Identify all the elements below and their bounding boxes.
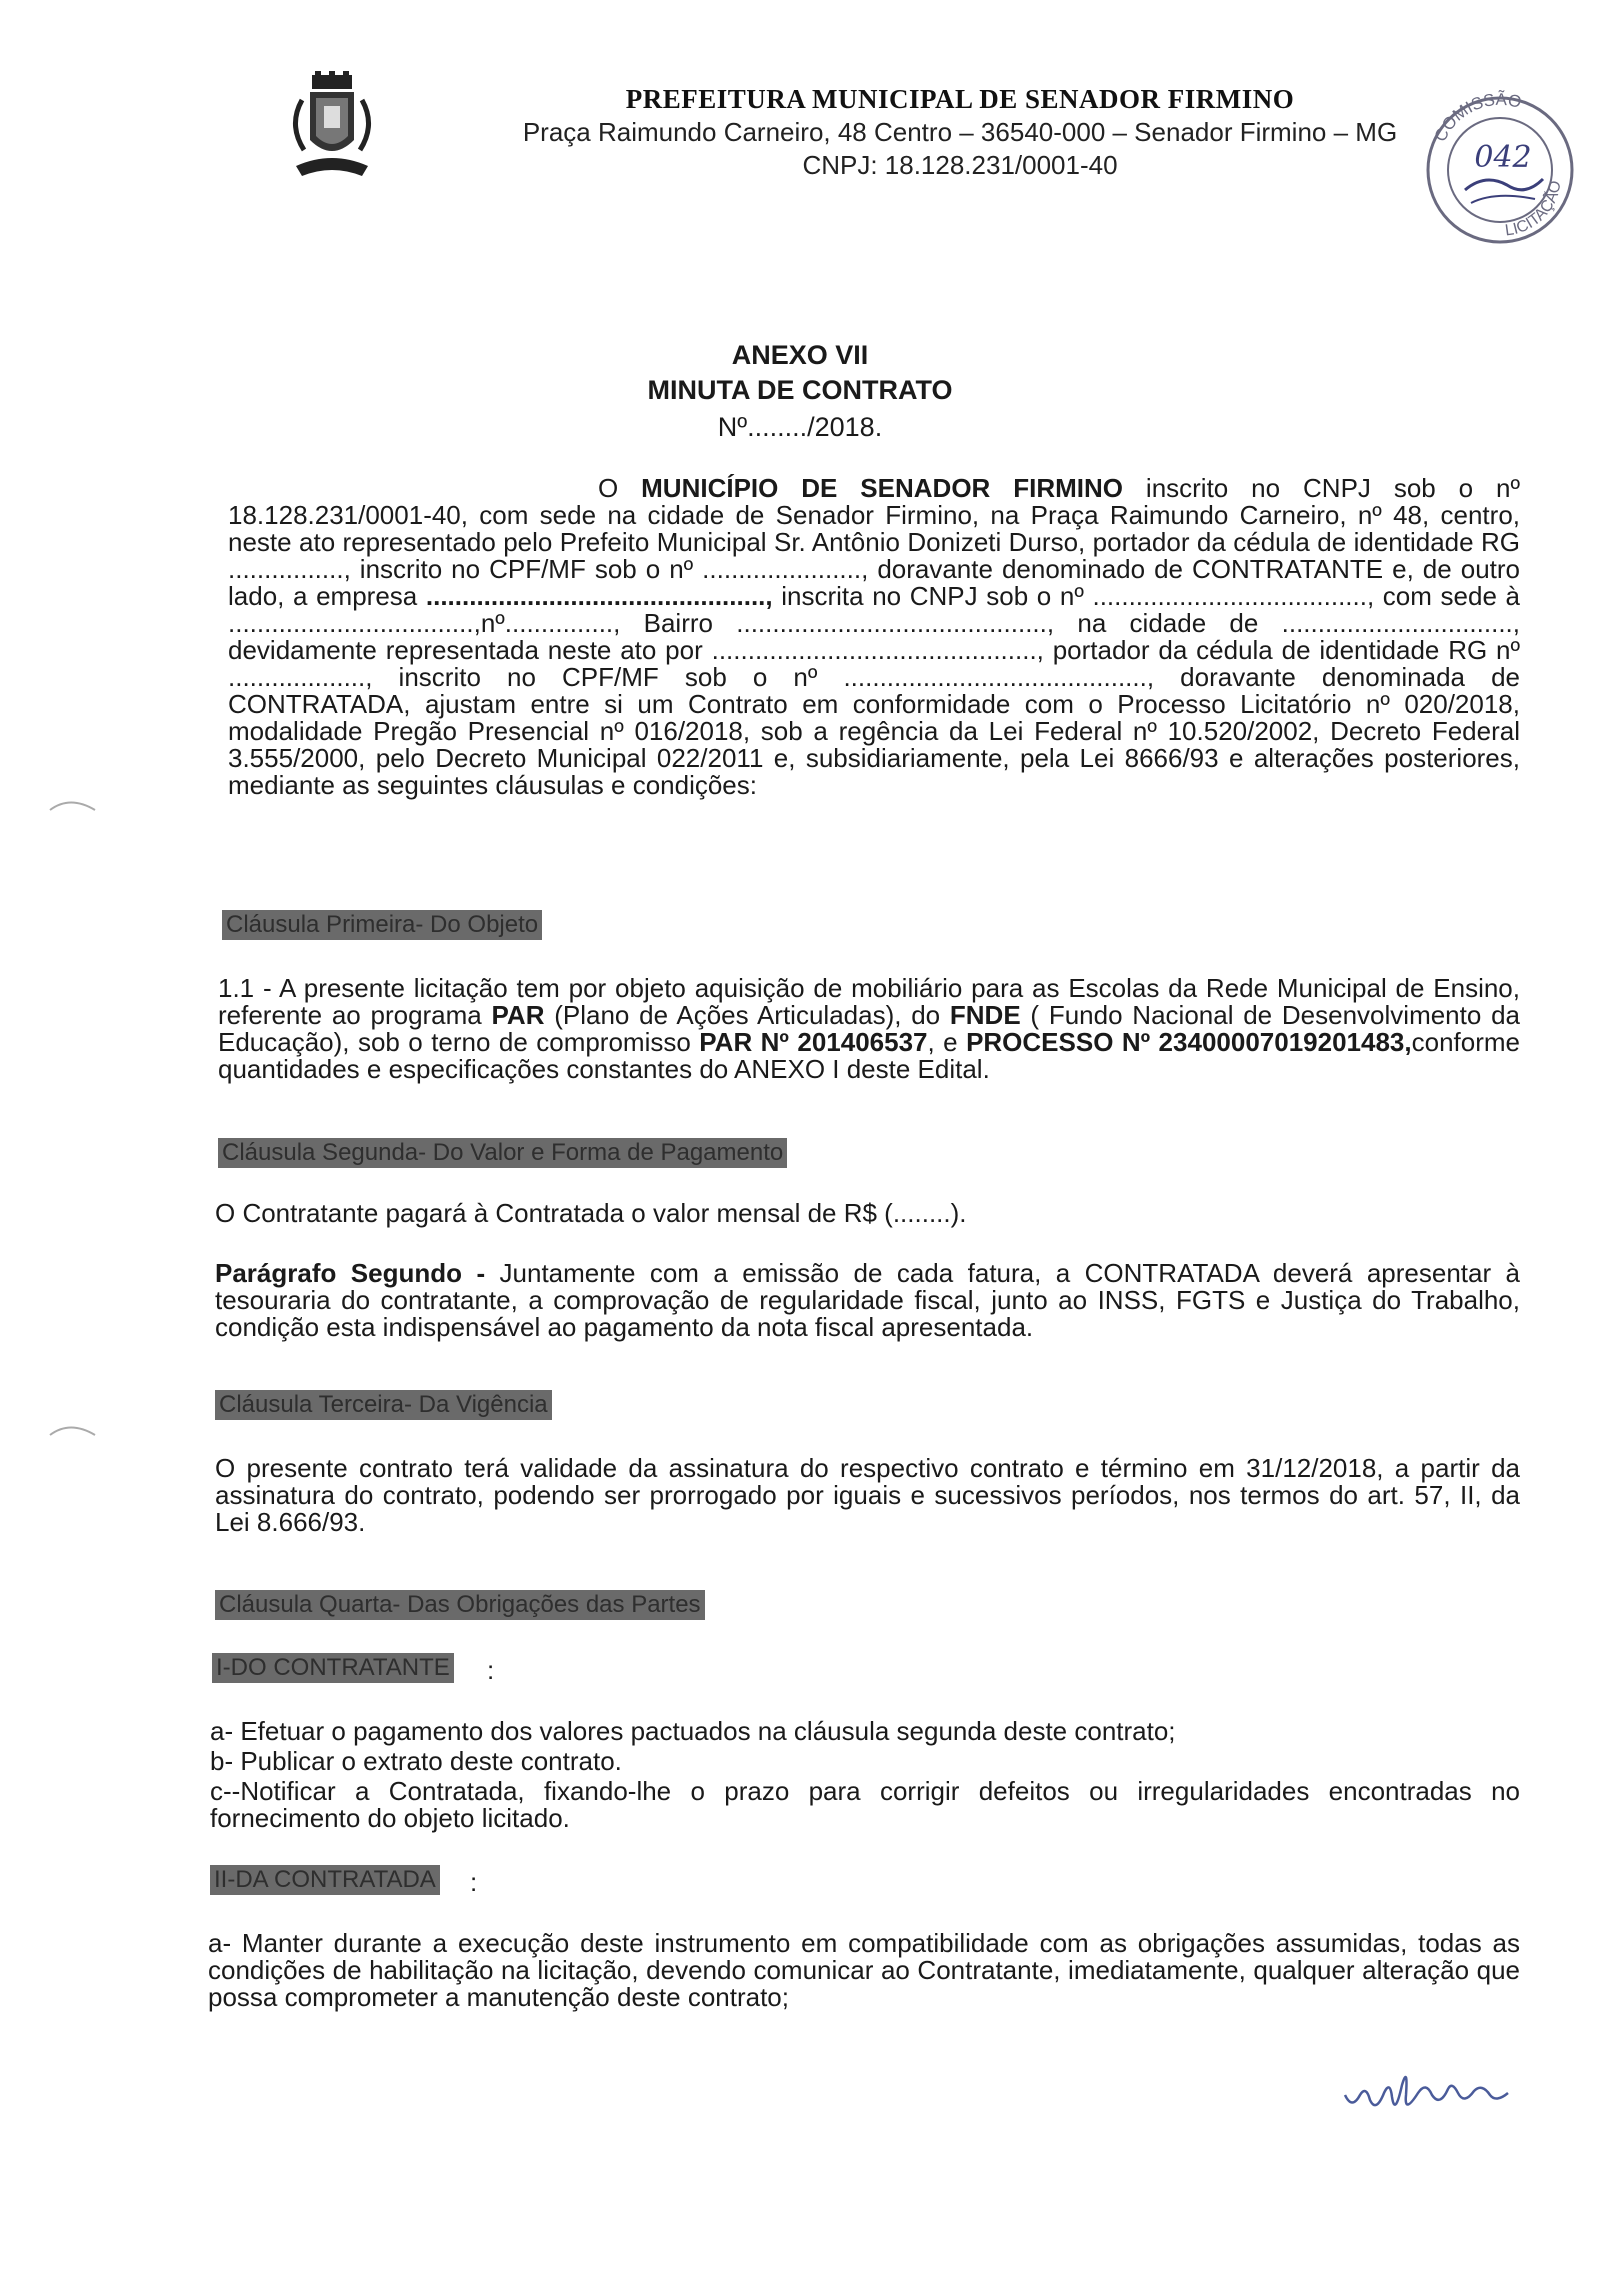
contratada-heading: II-DA CONTRATADA bbox=[210, 1865, 440, 1895]
contratante-item-c: c--Notificar a Contratada, fixando-lhe o prazo para corrigir defeitos ou irregularidades encontradas no fornecimento do objeto licitado. bbox=[210, 1776, 1520, 1833]
annex-title: ANEXO VII bbox=[731, 340, 869, 370]
clause2-text: O Contratante pagará à Contratada o valor mensal de R$ (........). bbox=[215, 1198, 967, 1228]
svg-text:COMISSÃO bbox=[1431, 90, 1524, 145]
handwritten-initials bbox=[1340, 2055, 1520, 2125]
contratante-item-a: a- Efetuar o pagamento dos valores pactuados na cláusula segunda deste contrato; bbox=[210, 1716, 1176, 1746]
contract-number: Nº......../2018. bbox=[717, 412, 883, 442]
municipality-name: PREFEITURA MUNICIPAL DE SENADOR FIRMINO bbox=[625, 84, 1295, 114]
stamp-number: 042 bbox=[1474, 140, 1532, 175]
contract-subtitle: MINUTA DE CONTRATO bbox=[647, 375, 953, 405]
clause-heading-third: Cláusula Terceira- Da Vigência bbox=[215, 1390, 552, 1420]
municipality-bold: MUNICÍPIO DE SENADOR FIRMINO bbox=[641, 473, 1123, 503]
contratante-item-b: b- Publicar o extrato deste contrato. bbox=[210, 1746, 622, 1776]
margin-mark bbox=[45, 1415, 105, 1445]
heading-colon: : bbox=[487, 1655, 495, 1685]
address-line: Praça Raimundo Carneiro, 48 Centro – 36540-000 – Senador Firmino – MG bbox=[522, 117, 1398, 147]
clause-heading-fourth: Cláusula Quarta- Das Obrigações das Partes bbox=[215, 1590, 705, 1620]
commission-stamp bbox=[1415, 75, 1585, 255]
clause1-text: 1.1 - A presente licitação tem por objeto aquisição de mobiliário para as Escolas da Rede Municipal de Ensino, referente ao programa PAR (Plano de Ações Articuladas), do FNDE ( Fundo Nacional de Desenvolvimento da Educação), sob o terno de compromisso PAR Nº 201406537, e PROCESSO Nº 23400007019201483,conforme quantidades e especificações constantes do ANEXO I deste Edital. bbox=[218, 973, 1520, 1084]
margin-mark bbox=[45, 790, 105, 820]
clause3-text: O presente contrato terá validade da assinatura do respectivo contrato e término em 31/12/2018, a partir da assinatura do contrato, podendo ser prorrogado por iguais e sucessivos períodos, nos termos do art. 57, II, da Lei 8.666/93. bbox=[215, 1453, 1520, 1537]
stamp-top-text: COMISSÃO bbox=[1430, 89, 1524, 145]
municipal-crest-icon bbox=[282, 70, 382, 190]
cnpj-line: CNPJ: 18.128.231/0001-40 bbox=[802, 150, 1118, 180]
stamp-bottom-text: LICITAÇÃO bbox=[1504, 179, 1565, 240]
contratada-item-a: a- Manter durante a execução deste instrumento em compatibilidade com as obrigações assumidas, todas as condições de habilitação na licitação, devendo comunicar ao Contratante, imediatamente, qualquer alteração que possa comprometer a manutenção deste contrato; bbox=[208, 1928, 1520, 2012]
clause-heading-second: Cláusula Segunda- Do Valor e Forma de Pagamento bbox=[218, 1138, 787, 1168]
heading-colon-2: : bbox=[470, 1867, 478, 1897]
clause-heading-first: Cláusula Primeira- Do Objeto bbox=[222, 910, 542, 940]
contratante-heading: I-DO CONTRATANTE bbox=[212, 1653, 454, 1683]
letterhead bbox=[470, 84, 1450, 181]
clause2-paragraph: Parágrafo Segundo - Juntamente com a emissão de cada fatura, a CONTRATADA deverá apresentar à tesouraria do contratante, a comprovação de regularidade fiscal, junto ao INSS, FGTS e Justiça do Trabalho, condição esta indispensável ao pagamento da nota fiscal apresentada. bbox=[215, 1258, 1520, 1342]
preamble-paragraph: O MUNICÍPIO DE SENADOR FIRMINO inscrito no CNPJ sob o nº 18.128.231/0001-40, com sede na cidade de Senador Firmino, na Praça Raimundo Carneiro, nº 48, centro, neste ato representado pelo Prefeito Municipal Sr. Antônio Donizeti Durso, portador da cédula de identidade RG ................, inscrito no CPF/MF sob o nº ......................, doravante denominado de CONTRATANTE e, de outro lado, a empresa ..............................................., inscrita no CNPJ sob o nº ......................................, com sede à ..................................,nº..............., Bairro ..........................................., na cidade de ................................, devidamente representada neste ato por ............................................., portador da cédula de identidade RG nº ..................., inscrito no CPF/MF sob o nº .........................................., doravante denominada de CONTRATADA, ajustam entre si um Contrato em conformidade com o Processo Licitatório nº 020/2018, modalidade Pregão Presencial nº 016/2018, sob a regência da Lei Federal nº 10.520/2002, Decreto Federal 3.555/2000, pelo Decreto Municipal 022/2011 e, subsidiariamente, pela Lei 8666/93 e alterações posteriores, mediante as seguintes cláusulas e condições: bbox=[228, 473, 1521, 800]
